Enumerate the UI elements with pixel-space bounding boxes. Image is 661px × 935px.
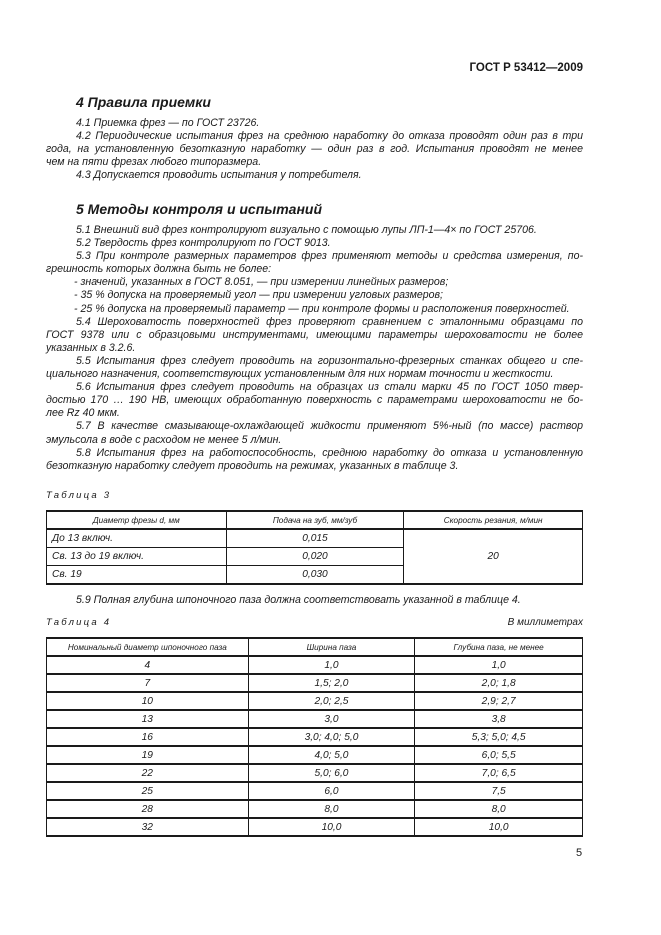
- paragraph-4-1: 4.1 Приемка фрез — по ГОСТ 23726.: [76, 117, 260, 129]
- table-3-caption: Таблица 3: [46, 490, 112, 501]
- table-cell-merged: 20: [404, 529, 583, 584]
- table-cell: 25: [47, 782, 249, 800]
- page-number: 5: [576, 847, 583, 859]
- table-cell: 2,9; 2,7: [415, 692, 583, 710]
- table-cell: 10,0: [248, 818, 415, 836]
- table-4-units: В миллиметрах: [507, 617, 583, 628]
- bullet-1: - значений, указанных в ГОСТ 8.051, — при измерении линейных размеров;: [74, 276, 449, 289]
- column-header: Глубина паза, не менее: [415, 638, 583, 656]
- paragraph-5-6-line3: лее Rz 40 мкм.: [46, 407, 120, 420]
- table-row: [47, 656, 583, 674]
- section-4-body: [46, 117, 583, 182]
- paragraph-4-2-line2: года, на установленную безотказную наработку — один раз в год. Испытания проводят не менее: [46, 143, 583, 156]
- table-row: [47, 800, 583, 818]
- table-cell: 1,0: [415, 656, 583, 674]
- table-cell: 6,0; 5,5: [415, 746, 583, 764]
- table-row: [47, 782, 583, 800]
- table-cell: 22: [47, 764, 249, 782]
- table-cell: 28: [47, 800, 249, 818]
- paragraph-5-9-block: [46, 594, 583, 607]
- table-row: [47, 818, 583, 836]
- paragraph-5-7-line2: эмульсола в воде с расходом не менее 5 л/мин.: [46, 433, 282, 446]
- column-header: Скорость резания, м/мин: [404, 511, 583, 529]
- table-cell: 8,0: [248, 800, 415, 818]
- table-cell: 5,3; 5,0; 4,5: [415, 728, 583, 746]
- table-cell: 1,0: [248, 656, 415, 674]
- paragraph-5-9: 5.9 Полная глубина шпоночного паза должна соответствовать указанной в таблице 4.: [76, 594, 521, 606]
- table-row: [47, 746, 583, 764]
- table-row: [47, 692, 583, 710]
- paragraph-5-7-line1: 5.7 В качестве смазывающе-охлаждающей жидкости применяют 5%-ный (по массе) раствор: [76, 420, 583, 433]
- table-cell: 4,0; 5,0: [248, 746, 415, 764]
- table-3: [46, 510, 583, 585]
- table-cell: 7,0; 6,5: [415, 764, 583, 782]
- table-header-row: [47, 638, 583, 656]
- table-4: [46, 637, 583, 837]
- column-header: Диаметр фрезы d, мм: [47, 511, 227, 529]
- paragraph-5-1: 5.1 Внешний вид фрез контролируют визуально с помощью лупы ЛП-1—4× по ГОСТ 25706.: [76, 224, 537, 236]
- paragraph-5-3-line2: грешность которых должна быть не более:: [46, 263, 272, 276]
- table-cell: 4: [47, 656, 249, 674]
- table-row: [47, 529, 583, 548]
- table-cell: 0,015: [226, 529, 404, 548]
- section-5-body: [46, 224, 583, 473]
- column-header: Подача на зуб, мм/зуб: [226, 511, 404, 529]
- table-cell: 3,8: [415, 710, 583, 728]
- paragraph-5-8-line2: безотказную наработку следует проводить на режимах, указанных в таблице 3.: [46, 459, 459, 472]
- column-header: Ширина паза: [248, 638, 415, 656]
- table-4-caption: Таблица 4: [46, 617, 112, 628]
- document-id-header: ГОСТ Р 53412—2009: [469, 62, 583, 74]
- table-cell: 16: [47, 728, 249, 746]
- table-cell: Св. 19: [47, 566, 227, 585]
- paragraph-5-5-line1: 5.5 Испытания фрез следует проводить на горизонтально-фрезерных станках общего и спе-: [76, 354, 583, 367]
- table-cell: 13: [47, 710, 249, 728]
- paragraph-5-4-line1: 5.4 Шероховатость поверхностей фрез проверяют сравнением с эталонными образцами по: [76, 315, 583, 328]
- paragraph-4-3: 4.3 Допускается проводить испытания у потребителя.: [76, 169, 362, 182]
- table-cell: 2,0; 2,5: [248, 692, 415, 710]
- table-cell: 0,030: [226, 566, 404, 585]
- table-cell: 7,5: [415, 782, 583, 800]
- paragraph-5-3-line1: 5.3 При контроле размерных параметров фрез применяют методы и средства измерения, по-: [76, 250, 583, 263]
- table-cell: 3,0; 4,0; 5,0: [248, 728, 415, 746]
- table-row: [47, 710, 583, 728]
- paragraph-5-8-line1: 5.8 Испытания фрез на работоспособность, среднюю наработку до отказа и установленную: [76, 446, 583, 459]
- table-row: [47, 674, 583, 692]
- table-cell: 32: [47, 818, 249, 836]
- paragraph-4-2-line3: чем на пяти фрезах любого типоразмера.: [46, 156, 262, 169]
- column-header: Номинальный диаметр шпоночного паза: [47, 638, 249, 656]
- paragraph-5-4-line2: ГОСТ 9378 или с образцовыми инструментами, имеющими параметры шероховатости не более: [46, 328, 583, 341]
- paragraph-4-2-line1: 4.2 Периодические испытания фрез на среднюю наработку до отказа проводят один раз в три: [76, 130, 583, 143]
- table-cell: 8,0: [415, 800, 583, 818]
- table-cell: Св. 13 до 19 включ.: [47, 548, 227, 566]
- table-cell: 10: [47, 692, 249, 710]
- section-5-title: 5 Методы контроля и испытаний: [76, 201, 323, 217]
- table-cell: 19: [47, 746, 249, 764]
- table-cell: До 13 включ.: [47, 529, 227, 548]
- table-cell: 2,0; 1,8: [415, 674, 583, 692]
- table-cell: 5,0; 6,0: [248, 764, 415, 782]
- bullet-2: - 35 % допуска на проверяемый угол — при измерении угловых размеров;: [74, 289, 443, 302]
- paragraph-5-2: 5.2 Твердость фрез контролируют по ГОСТ 9013.: [76, 237, 331, 250]
- table-cell: 3,0: [248, 710, 415, 728]
- table-row: [47, 764, 583, 782]
- table-cell: 1,5; 2,0: [248, 674, 415, 692]
- table-cell: 10,0: [415, 818, 583, 836]
- bullet-3: - 25 % допуска на проверяемый параметр — при контроле формы и расположения поверхностей.: [74, 302, 570, 315]
- paragraph-5-6-line1: 5.6 Испытания фрез следует проводить на образцах из стали марки 45 по ГОСТ 1050 твер-: [76, 381, 583, 394]
- paragraph-5-6-line2: достью 170 … 190 НВ, имеющих обработанную поверхность с параметрами шероховатости не бо-: [46, 394, 583, 407]
- paragraph-5-4-line3: указанных в 3.2.6.: [46, 341, 136, 354]
- paragraph-5-5-line2: циального назначения, соответствующих установленным для них нормам точности и жесткости.: [46, 368, 554, 381]
- table-cell: 6,0: [248, 782, 415, 800]
- table-cell: 0,020: [226, 548, 404, 566]
- table-header-row: [47, 511, 583, 529]
- table-cell: 7: [47, 674, 249, 692]
- table-row: [47, 728, 583, 746]
- section-4-title: 4 Правила приемки: [76, 94, 211, 110]
